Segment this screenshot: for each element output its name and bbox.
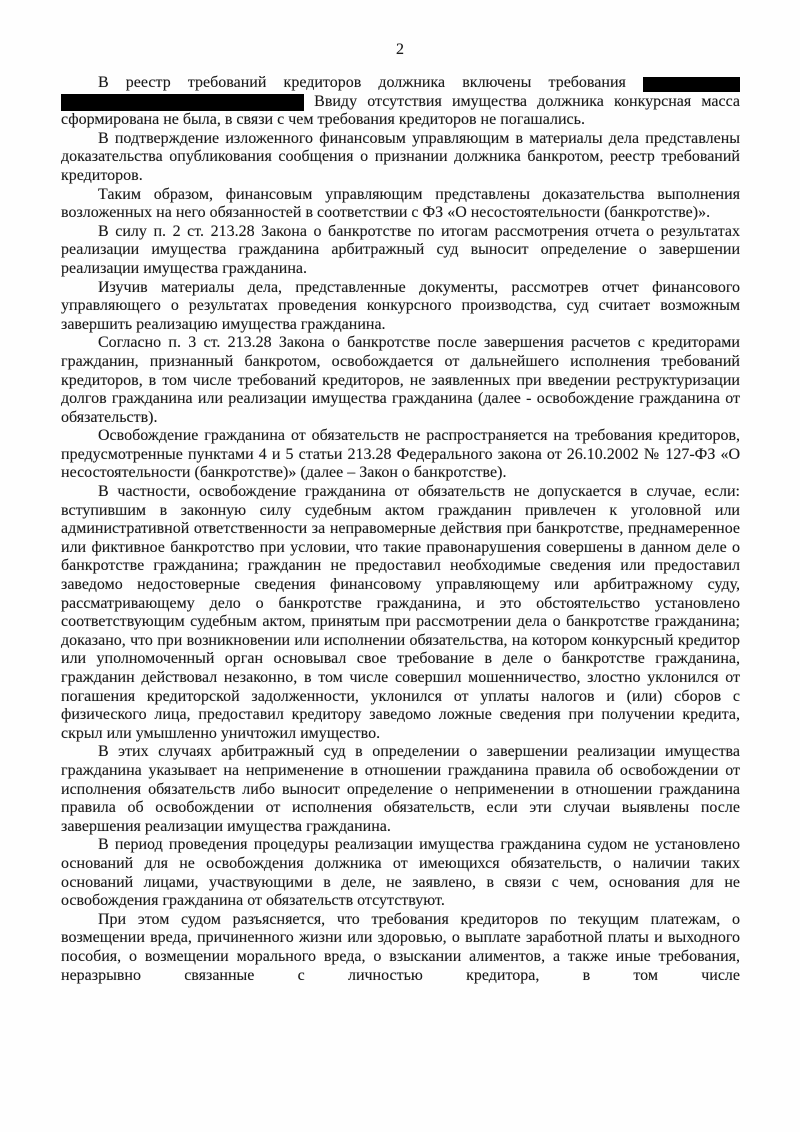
- document-body: [61, 74, 740, 985]
- redaction-bar: [61, 94, 304, 111]
- paragraph: В этих случаях арбитражный суд в определении о завершении реализации имущества гражданина указывает на неприменение в отношении гражданина правила об освобождении от исполнения обязательств либо выносит определение о неприменении в отношении гражданина правила об освобождении от исполнения обязательств, если эти случаи выявлены после завершения реализации имущества гражданина.: [61, 743, 740, 835]
- paragraph: Согласно п. 3 ст. 213.28 Закона о банкротстве после завершения расчетов с кредиторами гражданин, признанный банкротом, освобождается от дальнейшего исполнения требований кредиторов, в том числе требований кредиторов, не заявленных при введении реструктуризации долгов гражданина или реализации имущества гражданина (далее - освобождение гражданина от обязательств).: [61, 334, 740, 426]
- redaction-bar: [643, 77, 740, 92]
- paragraph: В период проведения процедуры реализации имущества гражданина судом не установлено оснований для не освобождения должника от имеющихся обязательств, о наличии таких оснований лицами, участвующими в деле, не заявлено, в связи с чем, основания для не освобождения гражданина от обязательств отсутствуют.: [61, 836, 740, 910]
- paragraph: В силу п. 2 ст. 213.28 Закона о банкротстве по итогам рассмотрения отчета о результатах реализации имущества гражданина арбитражный суд выносит определение о завершении реализации имущества гражданина.: [61, 222, 740, 277]
- paragraph: Изучив материалы дела, представленные документы, рассмотрев отчет финансового управляющего о результатах проведения конкурсного производства, суд считает возможным завершить реализацию имущества гражданина.: [61, 278, 740, 333]
- paragraph: В частности, освобождение гражданина от обязательств не допускается в случае, если: вступившим в законную силу судебным актом гражданин привлечен к уголовной или административной ответственности за неправомерные действия при банкротстве, преднамеренное или фиктивное банкротство при условии, что такие правонарушения совершены в данном деле о банкротстве гражданина; гражданин не предоставил необходимые сведения или предоставил заведомо недостоверные сведения финансовому управляющему или арбитражному суду, рассматривающему дело о банкротстве гражданина, и это обстоятельство установлено соответствующим судебным актом, принятым при рассмотрении дела о банкротстве гражданина; доказано, что при возникновении или исполнении обязательства, на котором конкурсный кредитор или уполномоченный орган основывал свое требование в деле о банкротстве гражданина, гражданин действовал незаконно, в том числе совершил мошенничество, злостно уклонился от погашения кредиторской задолженности, уклонился от уплаты налогов и (или) сборов с физического лица, предоставил кредитору заведомо ложные сведения при получении кредита, скрыл или умышленно уничтожил имущество.: [61, 483, 740, 742]
- paragraph: Таким образом, финансовым управляющим представлены доказательства выполнения возложенных на него обязанностей в соответствии с ФЗ «О несостоятельности (банкротстве)».: [61, 185, 740, 222]
- paragraph: Освобождение гражданина от обязательств не распространяется на требования кредиторов, предусмотренные пунктами 4 и 5 статьи 213.28 Федерального закона от 26.10.2002 № 127-ФЗ «О несостоятельности (банкротстве)» (далее – Закон о банкротстве).: [61, 427, 740, 482]
- paragraph: В реестр требований кредиторов должника включены требования Ввиду отсутствия имущества должника конкурсная масса сформирована не была, в связи с чем требования кредиторов не погашались.: [61, 74, 740, 129]
- page-number: 2: [396, 41, 404, 58]
- paragraph: При этом судом разъясняется, что требования кредиторов по текущим платежам, о возмещении вреда, причиненного жизни или здоровью, о выплате заработной платы и выходного пособия, о возмещении морального вреда, о взыскании алиментов, а также иные требования, неразрывно связанные с личностью кредитора, в том числе: [61, 910, 740, 984]
- paragraph: В подтверждение изложенного финансовым управляющим в материалы дела представлены доказательства опубликования сообщения о признании должника банкротом, реестр требований кредиторов.: [61, 129, 740, 184]
